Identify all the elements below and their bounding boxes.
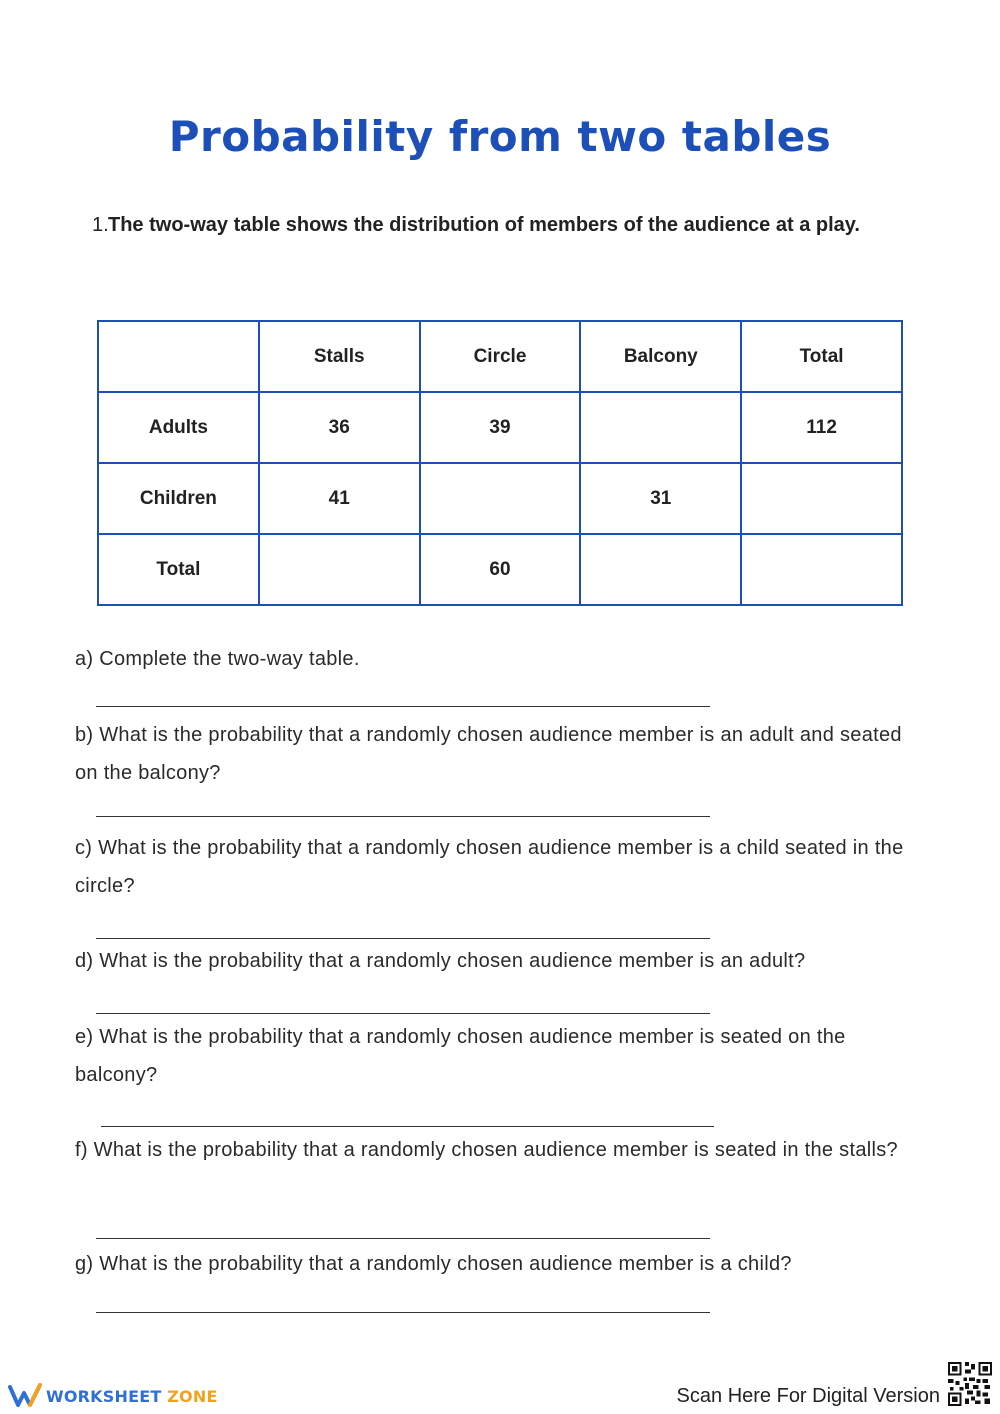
table-row: [98, 392, 902, 463]
question-number: 1.: [92, 214, 109, 236]
table-cell: 41: [259, 463, 420, 534]
answer-line-g[interactable]: [96, 1312, 710, 1313]
table-cell: 39: [420, 392, 581, 463]
table-header-row: [98, 321, 902, 392]
brand-logo[interactable]: [8, 1383, 218, 1409]
brand-name-part1: WORKSHEET: [46, 1386, 162, 1406]
table-header-cell: Total: [741, 321, 902, 392]
answer-line-f[interactable]: [96, 1238, 710, 1239]
subquestion-b: b) What is the probability that a randomly chosen audience member is an adult and seated on the balcony?: [75, 724, 902, 784]
table-header-cell: Stalls: [259, 321, 420, 392]
question-intro: [92, 208, 912, 242]
answer-line-a[interactable]: [96, 706, 710, 707]
brand-name: [46, 1387, 218, 1406]
table-cell: 31: [580, 463, 741, 534]
answer-line-d[interactable]: [96, 1013, 710, 1014]
subquestion-f: f) What is the probability that a randomly chosen audience member is seated in the stalls?: [75, 1139, 898, 1161]
subquestion-e: e) What is the probability that a randomly chosen audience member is seated on the balcony?: [75, 1026, 846, 1086]
table-header-cell: [98, 321, 259, 392]
subquestion-c: c) What is the probability that a randomly chosen audience member is a child seated in the circle?: [75, 837, 904, 897]
table-cell: Children: [98, 463, 259, 534]
table-header-cell: Balcony: [580, 321, 741, 392]
two-way-table: [97, 320, 903, 606]
table-cell: [420, 463, 581, 534]
table-cell: [741, 463, 902, 534]
table-cell: 60: [420, 534, 581, 605]
answer-line-c[interactable]: [96, 938, 710, 939]
table-header-cell: Circle: [420, 321, 581, 392]
table-cell: [259, 534, 420, 605]
subquestion-a: a) Complete the two-way table.: [75, 648, 360, 670]
table-cell: 112: [741, 392, 902, 463]
worksheetzone-logo-icon: [8, 1383, 42, 1409]
brand-name-part2: ZONE: [167, 1386, 218, 1406]
answer-line-b[interactable]: [96, 816, 710, 817]
answer-line-e[interactable]: [101, 1126, 714, 1127]
table-cell: [580, 534, 741, 605]
qr-code-icon[interactable]: [946, 1360, 994, 1408]
page-title: Probability from two tables: [168, 112, 832, 161]
subquestion-d: d) What is the probability that a randomly chosen audience member is an adult?: [75, 950, 806, 972]
table-cell: [741, 534, 902, 605]
table-cell: [580, 392, 741, 463]
table-row: [98, 463, 902, 534]
table-cell: Adults: [98, 392, 259, 463]
question-text: The two-way table shows the distribution of members of the audience at a play.: [108, 214, 860, 236]
table-cell: Total: [98, 534, 259, 605]
table-row: [98, 534, 902, 605]
scan-text: Scan Here For Digital Version: [676, 1385, 940, 1407]
table-cell: 36: [259, 392, 420, 463]
subquestion-g: g) What is the probability that a randomly chosen audience member is a child?: [75, 1253, 792, 1275]
